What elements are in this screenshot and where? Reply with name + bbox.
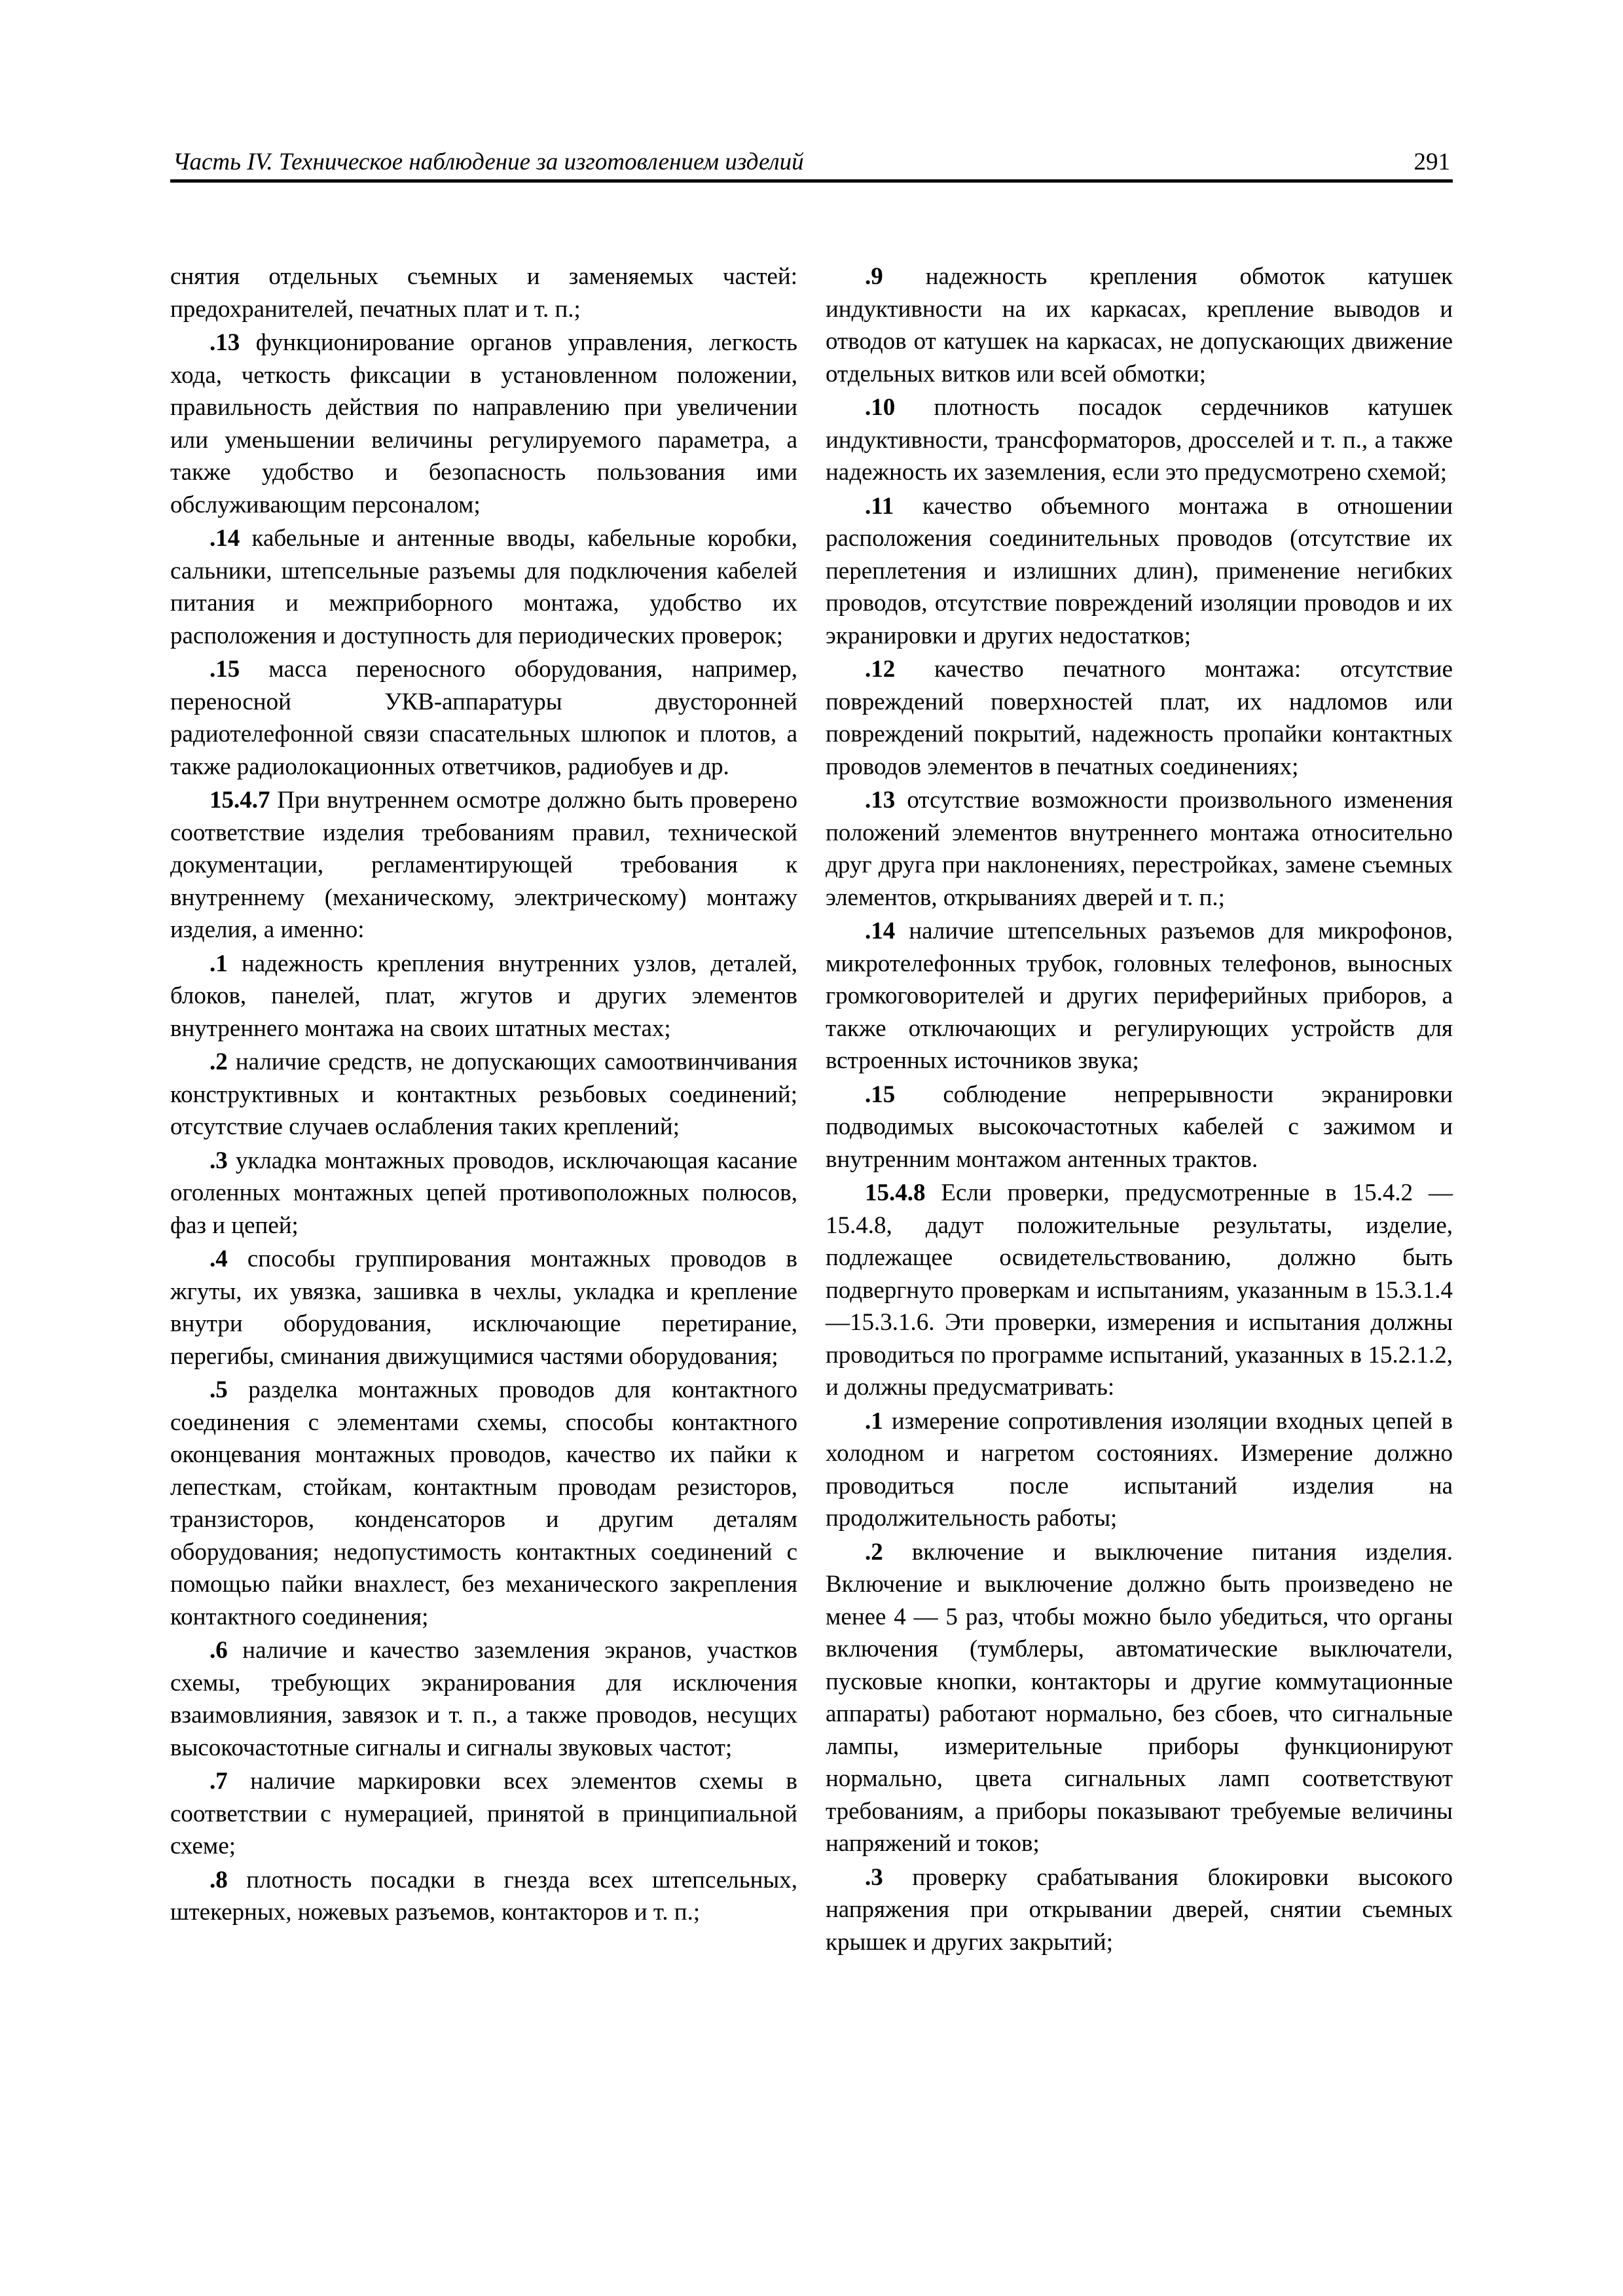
- item-number: .1: [210, 950, 228, 977]
- paragraph: .4 способы группирования монтажных проводов в жгуты, их увязка, зашивка в чехлы, укладка и крепление внутри оборудования, исключающие перетирание, перегибы, сминания движущимися частями оборудования;: [170, 1246, 797, 1370]
- paragraph: .3 укладка монтажных проводов, исключающая касание оголенных монтажных цепей противоположных полюсов, фаз и цепей;: [170, 1147, 797, 1239]
- section-number: 15.4.7: [210, 787, 270, 814]
- item-number: .3: [865, 1863, 883, 1891]
- running-header: [170, 145, 1453, 183]
- item-number: .10: [865, 394, 896, 421]
- item-number: .13: [865, 787, 896, 814]
- item-number: .4: [210, 1246, 228, 1272]
- item-number: .1: [865, 1407, 883, 1435]
- paragraph: .14 наличие штепсельных разъемов для микрофонов, микротелефонных трубок, головных телефонов, выносных громкоговорителей и других периферийных приборов, а также отключающих и регулирующих устройств для встроенных источников звука;: [826, 918, 1453, 1074]
- running-title: Часть IV. Техническое наблюдение за изготовлением изделий: [173, 149, 804, 175]
- item-number: .2: [865, 1538, 883, 1566]
- item-number: .11: [865, 492, 894, 520]
- item-number: .3: [210, 1147, 228, 1174]
- item-number: .9: [865, 263, 883, 290]
- paragraph: .13 функционирование органов управления, легкость хода, четкость фиксации в установленном положении, правильность действия по направлению при увеличении или уменьшении величины регулируемого параметра, а также удобство и безопасность пользования ими обслуживающим персоналом;: [170, 329, 797, 518]
- paragraph: .6 наличие и качество заземления экранов, участков схемы, требующих экранирования для исключения взаимовлияния, завязок и т. п., а также проводов, несущих высокочастотные сигналы и сигналы звуковых частот;: [170, 1637, 797, 1761]
- paragraph: .2 наличие средств, не допускающих самоотвинчивания конструктивных и контактных резьбовых соединений; отсутствие случаев ослабления таких креплений;: [170, 1049, 797, 1140]
- item-number: .8: [210, 1866, 228, 1893]
- paragraph: .7 наличие маркировки всех элементов схемы в соответствии с нумерацией, принятой в принципиальной схеме;: [170, 1768, 797, 1859]
- item-number: .13: [210, 329, 240, 356]
- item-number: .6: [210, 1637, 228, 1664]
- section-paragraph: 15.4.8 Если проверки, предусмотренные в 15.4.2 — 15.4.8, дадут положительные результаты, изделие, подлежащее освидетельствованию, должно быть подвергнуто проверкам и испытаниям, указанным в 15.3.1.4 —15.3.1.6. Эти проверки, измерения и испытания должны проводиться по программе испытаний, указанных в 15.2.1.2, и должны предусматривать:: [826, 1179, 1453, 1401]
- item-number: .5: [210, 1376, 228, 1403]
- paragraph: .10 плотность посадок сердечников катушек индуктивности, трансформаторов, дросселей и т. п., а также надежность их заземления, если это предусмотрено схемой;: [826, 394, 1453, 486]
- section-number: 15.4.8: [865, 1179, 926, 1206]
- right-column: [826, 260, 1453, 1960]
- section-paragraph: 15.4.7 При внутреннем осмотре должно быть проверено соответствие изделия требованиям правил, технической документации, регламентирующей требования к внутреннему (механическому, электрическому) монтажу изделия, а именно:: [170, 787, 797, 943]
- paragraph: снятия отдельных съемных и заменяемых частей: предохранителей, печатных плат и т. п.;: [170, 263, 797, 323]
- item-number: .7: [210, 1768, 228, 1795]
- item-number: .14: [865, 918, 896, 944]
- item-number: .2: [210, 1049, 228, 1075]
- item-number: .15: [865, 1081, 896, 1108]
- paragraph: .2 включение и выключение питания изделия. Включение и выключение должно быть произведено не менее 4 — 5 раз, чтобы можно было убедиться, что органы включения (тумблеры, автоматические выключатели, пусковые кнопки, контакторы и другие коммутационные аппараты) работают нормально, без сбоев, что сигнальные лампы, измерительные приборы функционируют нормально, цвета сигнальных ламп соответствуют требованиям, а приборы показывают требуемые величины напряжений и токов;: [826, 1538, 1453, 1857]
- paragraph: .1 измерение сопротивления изоляции входных цепей в холодном и нагретом состояниях. Измерение должно проводиться после испытаний изделия на продолжительность работы;: [826, 1407, 1453, 1532]
- page-number: 291: [1413, 149, 1450, 175]
- item-number: .15: [210, 656, 240, 683]
- paragraph: .1 надежность крепления внутренних узлов, деталей, блоков, панелей, плат, жгутов и других элементов внутреннего монтажа на своих штатных местах;: [170, 950, 797, 1042]
- paragraph: .13 отсутствие возможности произвольного изменения положений элементов внутреннего монтажа относительно друг друга при наклонениях, перестройках, замене съемных элементов, открываниях дверей и т. п.;: [826, 787, 1453, 911]
- paragraph: .11 качество объемного монтажа в отношении расположения соединительных проводов (отсутствие их переплетения и излишних длин), применение негибких проводов, отсутствие повреждений изоляции проводов и их экранировки и других недостатков;: [826, 492, 1453, 649]
- paragraph: .12 качество печатного монтажа: отсутствие повреждений поверхностей плат, их надломов или повреждений покрытий, надежность пропайки контактных проводов элементов в печатных соединениях;: [826, 656, 1453, 780]
- paragraph: .5 разделка монтажных проводов для контактного соединения с элементами схемы, способы контактного оконцевания монтажных проводов, качество их пайки к лепесткам, стойкам, контактным проводам резисторов, транзисторов, конденсаторов и другим деталям оборудования; недопустимость контактных соединений с помощью пайки внахлест, без механического закрепления контактного соединения;: [170, 1376, 797, 1630]
- paragraph: .3 проверку срабатывания блокировки высокого напряжения при открывании дверей, снятии съемных крышек и других закрытий;: [826, 1863, 1453, 1956]
- paragraph: .15 масса переносного оборудования, например, переносной УКВ-аппаратуры двусторонней радиотелефонной связи спасательных шлюпок и плотов, а также радиолокационных ответчиков, радиобуев и др.: [170, 656, 797, 780]
- item-number: .12: [865, 656, 896, 683]
- paragraph: .8 плотность посадки в гнезда всех штепсельных, штекерных, ножевых разъемов, контакторов и т. п.;: [170, 1866, 797, 1926]
- paragraph: .9 надежность крепления обмоток катушек индуктивности на их каркасах, крепление выводов и отводов от катушек на каркасах, не допускающих движение отдельных витков или всей обмотки;: [826, 263, 1453, 387]
- item-number: .14: [210, 525, 240, 552]
- left-column: [170, 260, 797, 1930]
- paragraph: .14 кабельные и антенные вводы, кабельные коробки, сальники, штепсельные разъемы для подключения кабелей питания и межприборного монтажа, удобство их расположения и доступность для периодических проверок;: [170, 525, 797, 649]
- paragraph: .15 соблюдение непрерывности экранировки подводимых высокочастотных кабелей с зажимом и внутренним монтажом антенных трактов.: [826, 1081, 1453, 1173]
